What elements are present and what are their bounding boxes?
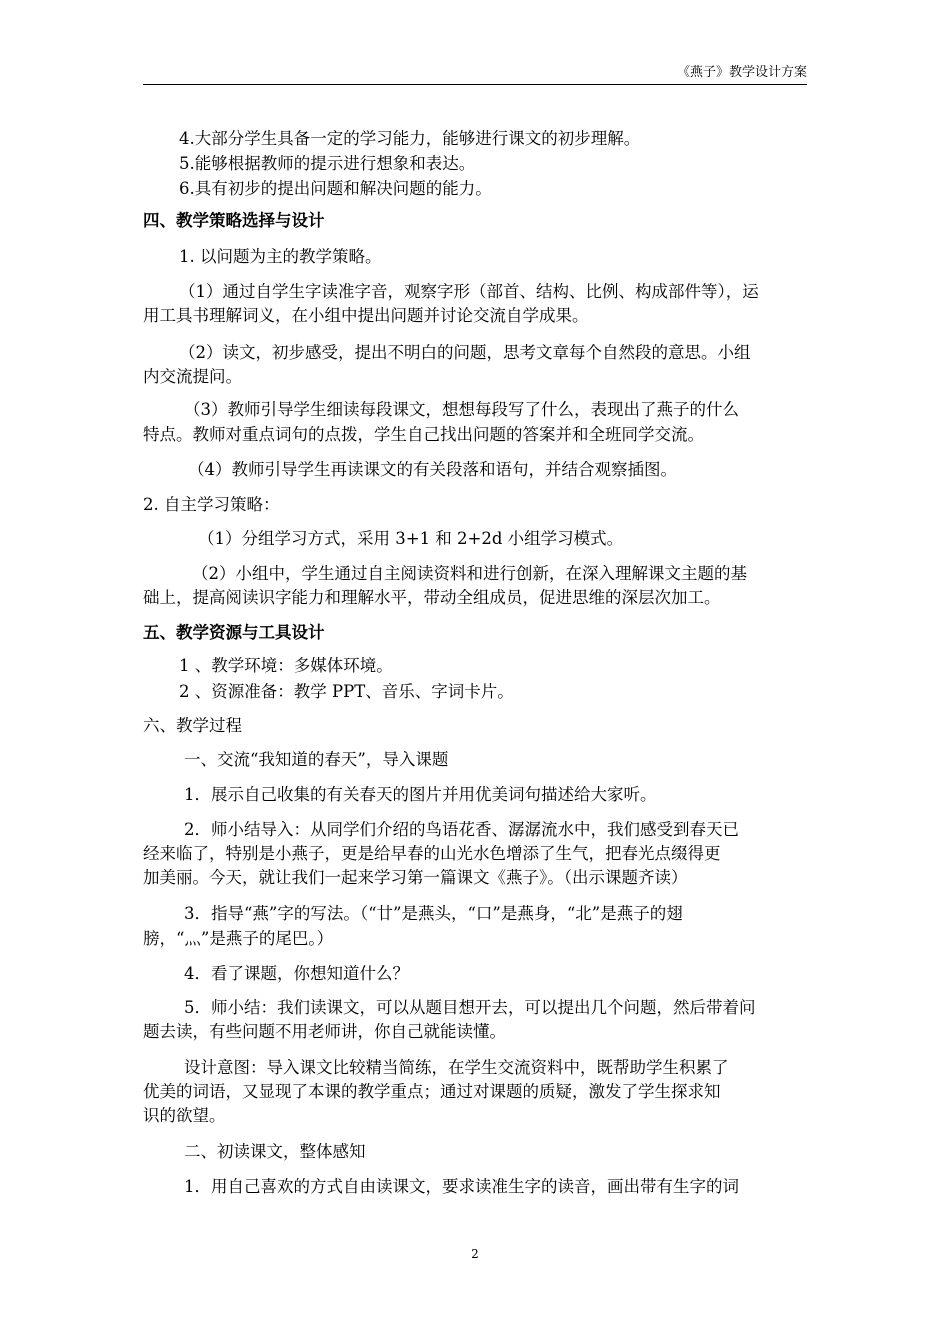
text-line: 础上，提高阅读识字能力和理解水平，带动全组成员，促进思维的深层次加工。 bbox=[143, 588, 721, 607]
section-heading: 六、教学过程 bbox=[143, 716, 242, 735]
text-line: 6.具有初步的提出问题和解决问题的能力。 bbox=[179, 179, 492, 198]
text-line: 1. 以问题为主的教学策略。 bbox=[179, 247, 382, 266]
header-title: 《燕子》教学设计方案 bbox=[676, 65, 807, 80]
text-line: 特点。教师对重点词句的点拨，学生自己找出问题的答案并和全班同学交流。 bbox=[143, 425, 704, 444]
text-line: 经来临了，特别是小燕子，更是给早春的山光水色增添了生气，把春光点缀得更 bbox=[143, 844, 721, 863]
text-line: （3）教师引导学生细读每段课文，想想每段写了什么，表现出了燕子的什么 bbox=[184, 400, 739, 419]
text-line: 3．指导“燕”字的写法。（“廿”是燕头，“口”是燕身，“北”是燕子的翅 bbox=[184, 904, 683, 923]
page-number: 2 bbox=[471, 1247, 479, 1261]
text-line: 优美的词语，又显现了本课的教学重点；通过对课题的质疑，激发了学生探求知 bbox=[143, 1082, 721, 1101]
text-line: 1 、教学环境：多媒体环境。 bbox=[179, 656, 393, 675]
text-line: （1）通过自学生字读准字音，观察字形（部首、结构、比例、构成部件等），运 bbox=[179, 282, 759, 301]
text-line: 2．师小结导入：从同学们介绍的鸟语花香、潺潺流水中，我们感受到春天已 bbox=[184, 820, 739, 839]
text-line: 5.能够根据教师的提示进行想象和表达。 bbox=[179, 154, 476, 173]
text-line: 2 、资源准备：教学 PPT、音乐、字词卡片。 bbox=[179, 682, 514, 701]
page-header bbox=[143, 64, 807, 85]
text-line: 1．用自己喜欢的方式自由读课文，要求读准生字的读音，画出带有生字的词 bbox=[184, 1177, 739, 1196]
section-heading: 四、教学策略选择与设计 bbox=[143, 211, 325, 230]
text-line: 内交流提问。 bbox=[143, 367, 242, 386]
text-line: 膀，“灬”是燕子的尾巴。） bbox=[143, 929, 334, 948]
text-line: （1）分组学习方式，采用 3+1 和 2+2d 小组学习模式。 bbox=[198, 529, 624, 548]
text-line: （2）小组中，学生通过自主阅读资料和进行创新，在深入理解课文主题的基 bbox=[192, 564, 747, 583]
text-line: 题去读，有些问题不用老师讲，你自己就能读懂。 bbox=[143, 1022, 506, 1041]
text-line: 识的欲望。 bbox=[143, 1106, 226, 1125]
text-line: 二、初读课文，整体感知 bbox=[184, 1142, 366, 1161]
text-line: 设计意图：导入课文比较精当简练，在学生交流资料中，既帮助学生积累了 bbox=[184, 1058, 729, 1077]
section-heading: 五、教学资源与工具设计 bbox=[143, 623, 325, 642]
text-line: 一、交流“我知道的春天”，导入课题 bbox=[184, 750, 449, 769]
text-line: 1．展示自己收集的有关春天的图片并用优美词句描述给大家听。 bbox=[184, 785, 657, 804]
text-line: 5．师小结：我们读课文，可以从题目想开去，可以提出几个问题，然后带着问 bbox=[184, 998, 756, 1017]
text-line: 加美丽。今天，就让我们一起来学习第一篇课文《燕子》。（出示课题齐读） bbox=[143, 868, 688, 887]
text-line: 2. 自主学习策略： bbox=[143, 495, 280, 514]
text-line: 4．看了课题，你想知道什么？ bbox=[184, 964, 409, 983]
text-line: （2）读文，初步感受，提出不明白的问题，思考文章每个自然段的意思。小组 bbox=[179, 343, 751, 362]
text-line: 4.大部分学生具备一定的学习能力，能够进行课文的初步理解。 bbox=[179, 129, 641, 148]
text-line: （4）教师引导学生再读课文的有关段落和语句，并结合观察插图。 bbox=[188, 460, 677, 479]
text-line: 用工具书理解词义，在小组中提出问题并讨论交流自学成果。 bbox=[143, 306, 589, 325]
